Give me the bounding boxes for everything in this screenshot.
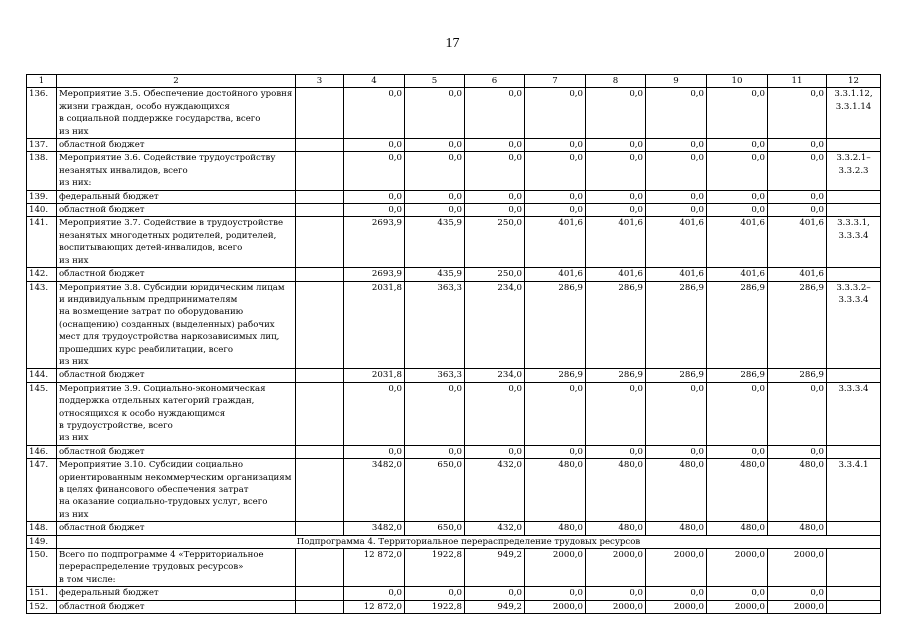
table-row (27, 190, 881, 203)
row-number-cell: 137. (27, 139, 57, 152)
row-number-cell: 148. (27, 522, 57, 535)
value-cell: 0,0 (586, 152, 646, 190)
value-cell: 0,0 (646, 587, 707, 600)
column-3-cell (296, 139, 344, 152)
row-name-cell: Мероприятие 3.5. Обеспечение достойного уровня жизни граждан, особо нуждающихся в социальной поддержке государства, всего из них (57, 88, 296, 139)
value-cell: 0,0 (465, 88, 525, 139)
subprogram-row (27, 535, 881, 548)
table-row (27, 382, 881, 445)
value-cell: 435,9 (405, 268, 465, 281)
header-row (27, 75, 881, 88)
value-cell: 2000,0 (707, 549, 768, 587)
value-cell: 2693,9 (344, 268, 405, 281)
indicator-code-cell (827, 190, 881, 203)
value-cell: 650,0 (405, 459, 465, 522)
value-cell: 0,0 (525, 382, 586, 445)
value-cell: 2031,8 (344, 281, 405, 369)
value-cell: 0,0 (405, 587, 465, 600)
value-cell: 0,0 (525, 587, 586, 600)
value-cell: 2031,8 (344, 369, 405, 382)
value-cell: 0,0 (586, 587, 646, 600)
row-name-cell: областной бюджет (57, 268, 296, 281)
value-cell: 0,0 (768, 587, 827, 600)
column-3-cell (296, 445, 344, 458)
budget-table (26, 74, 881, 614)
value-cell: 286,9 (768, 369, 827, 382)
value-cell: 0,0 (768, 88, 827, 139)
value-cell: 0,0 (646, 445, 707, 458)
value-cell: 949,2 (465, 600, 525, 613)
header-cell: 10 (707, 75, 768, 88)
value-cell: 401,6 (768, 268, 827, 281)
value-cell: 286,9 (525, 369, 586, 382)
value-cell: 432,0 (465, 522, 525, 535)
value-cell: 2000,0 (646, 549, 707, 587)
value-cell: 250,0 (465, 217, 525, 268)
value-cell: 0,0 (646, 139, 707, 152)
value-cell: 0,0 (768, 190, 827, 203)
row-number-cell: 139. (27, 190, 57, 203)
value-cell: 286,9 (646, 281, 707, 369)
indicator-code-cell: 3.3.4.1 (827, 459, 881, 522)
row-name-cell: областной бюджет (57, 522, 296, 535)
value-cell: 12 872,0 (344, 600, 405, 613)
table-row (27, 600, 881, 613)
header-cell: 8 (586, 75, 646, 88)
value-cell: 480,0 (525, 459, 586, 522)
value-cell: 2000,0 (525, 549, 586, 587)
value-cell: 0,0 (646, 204, 707, 217)
value-cell: 432,0 (465, 459, 525, 522)
value-cell: 0,0 (646, 88, 707, 139)
value-cell: 650,0 (405, 522, 465, 535)
value-cell: 12 872,0 (344, 549, 405, 587)
indicator-code-cell (827, 600, 881, 613)
value-cell: 0,0 (344, 190, 405, 203)
value-cell: 0,0 (465, 190, 525, 203)
column-3-cell (296, 152, 344, 190)
value-cell: 2693,9 (344, 217, 405, 268)
row-number-cell: 142. (27, 268, 57, 281)
value-cell: 0,0 (586, 88, 646, 139)
value-cell: 2000,0 (768, 549, 827, 587)
value-cell: 286,9 (707, 369, 768, 382)
indicator-code-cell (827, 139, 881, 152)
row-name-cell: Мероприятие 3.10. Субсидии социально ориентированным некоммерческим организациям в целях финансового обеспечения затрат на оказание социально-трудовых услуг, всего из них (57, 459, 296, 522)
row-name-cell: Мероприятие 3.7. Содействие в трудоустройстве незанятых многодетных родителей, родителей, воспитывающих детей-инвалидов, всего из них (57, 217, 296, 268)
value-cell: 363,3 (405, 281, 465, 369)
value-cell: 0,0 (525, 190, 586, 203)
row-number-cell: 147. (27, 459, 57, 522)
table-row (27, 217, 881, 268)
value-cell: 0,0 (465, 152, 525, 190)
row-name-cell: областной бюджет (57, 369, 296, 382)
row-number-cell: 150. (27, 549, 57, 587)
value-cell: 480,0 (525, 522, 586, 535)
value-cell: 949,2 (465, 549, 525, 587)
value-cell: 0,0 (586, 382, 646, 445)
indicator-code-cell: 3.3.3.1, 3.3.3.4 (827, 217, 881, 268)
value-cell: 480,0 (646, 459, 707, 522)
row-name-cell: областной бюджет (57, 445, 296, 458)
value-cell: 0,0 (586, 445, 646, 458)
subprogram-title-cell: Подпрограмма 4. Территориальное перераспределение трудовых ресурсов (57, 535, 881, 548)
value-cell: 363,3 (405, 369, 465, 382)
value-cell: 480,0 (768, 522, 827, 535)
column-3-cell (296, 522, 344, 535)
value-cell: 480,0 (586, 522, 646, 535)
indicator-code-cell (827, 522, 881, 535)
value-cell: 0,0 (768, 152, 827, 190)
value-cell: 286,9 (525, 281, 586, 369)
value-cell: 0,0 (344, 88, 405, 139)
value-cell: 2000,0 (586, 549, 646, 587)
row-name-cell: Мероприятие 3.8. Субсидии юридическим лицам и индивидуальным предпринимателям на возмещение затрат по оборудованию (оснащению) созданных (выделенных) рабочих мест для трудоустройства наркозависимых лиц, прошедших курс реабилитации, всего из них (57, 281, 296, 369)
table-row (27, 204, 881, 217)
header-cell: 12 (827, 75, 881, 88)
table-row (27, 152, 881, 190)
value-cell: 0,0 (707, 88, 768, 139)
column-3-cell (296, 600, 344, 613)
row-number-cell: 149. (27, 535, 57, 548)
value-cell: 234,0 (465, 369, 525, 382)
value-cell: 401,6 (707, 217, 768, 268)
indicator-code-cell: 3.3.3.4 (827, 382, 881, 445)
row-name-cell: областной бюджет (57, 139, 296, 152)
value-cell: 250,0 (465, 268, 525, 281)
value-cell: 480,0 (586, 459, 646, 522)
row-number-cell: 136. (27, 88, 57, 139)
header-cell: 1 (27, 75, 57, 88)
value-cell: 2000,0 (768, 600, 827, 613)
table-row (27, 445, 881, 458)
header-cell: 3 (296, 75, 344, 88)
value-cell: 3482,0 (344, 522, 405, 535)
value-cell: 401,6 (586, 217, 646, 268)
value-cell: 234,0 (465, 281, 525, 369)
value-cell: 401,6 (646, 268, 707, 281)
value-cell: 2000,0 (707, 600, 768, 613)
row-number-cell: 152. (27, 600, 57, 613)
row-number-cell: 144. (27, 369, 57, 382)
value-cell: 480,0 (646, 522, 707, 535)
value-cell: 0,0 (707, 445, 768, 458)
value-cell: 0,0 (586, 139, 646, 152)
value-cell: 0,0 (586, 190, 646, 203)
table-row (27, 281, 881, 369)
value-cell: 0,0 (646, 382, 707, 445)
row-name-cell: федеральный бюджет (57, 190, 296, 203)
value-cell: 286,9 (646, 369, 707, 382)
table-row (27, 549, 881, 587)
header-cell: 9 (646, 75, 707, 88)
column-3-cell (296, 549, 344, 587)
indicator-code-cell (827, 587, 881, 600)
value-cell: 0,0 (465, 204, 525, 217)
indicator-code-cell: 3.3.3.2– 3.3.3.4 (827, 281, 881, 369)
value-cell: 286,9 (707, 281, 768, 369)
column-3-cell (296, 459, 344, 522)
value-cell: 0,0 (707, 382, 768, 445)
table-row (27, 459, 881, 522)
value-cell: 480,0 (768, 459, 827, 522)
column-3-cell (296, 382, 344, 445)
page-number: 17 (445, 36, 460, 51)
row-name-cell: областной бюджет (57, 204, 296, 217)
column-3-cell (296, 204, 344, 217)
column-3-cell (296, 190, 344, 203)
value-cell: 0,0 (525, 139, 586, 152)
table-row (27, 88, 881, 139)
indicator-code-cell (827, 268, 881, 281)
value-cell: 0,0 (405, 190, 465, 203)
table-row (27, 139, 881, 152)
value-cell: 0,0 (525, 445, 586, 458)
value-cell: 2000,0 (646, 600, 707, 613)
value-cell: 0,0 (465, 587, 525, 600)
header-cell: 6 (465, 75, 525, 88)
value-cell: 0,0 (525, 88, 586, 139)
table-row (27, 268, 881, 281)
column-3-cell (296, 217, 344, 268)
indicator-code-cell: 3.3.2.1– 3.3.2.3 (827, 152, 881, 190)
value-cell: 0,0 (707, 587, 768, 600)
value-cell: 0,0 (405, 139, 465, 152)
value-cell: 1922,8 (405, 600, 465, 613)
value-cell: 401,6 (525, 217, 586, 268)
value-cell: 401,6 (707, 268, 768, 281)
header-cell: 11 (768, 75, 827, 88)
value-cell: 0,0 (344, 382, 405, 445)
value-cell: 401,6 (586, 268, 646, 281)
row-number-cell: 138. (27, 152, 57, 190)
value-cell: 435,9 (405, 217, 465, 268)
value-cell: 1922,8 (405, 549, 465, 587)
value-cell: 0,0 (405, 88, 465, 139)
value-cell: 0,0 (768, 139, 827, 152)
value-cell: 0,0 (707, 139, 768, 152)
value-cell: 0,0 (344, 152, 405, 190)
value-cell: 3482,0 (344, 459, 405, 522)
column-3-cell (296, 88, 344, 139)
indicator-code-cell (827, 369, 881, 382)
table-row (27, 522, 881, 535)
row-number-cell: 143. (27, 281, 57, 369)
row-name-cell: федеральный бюджет (57, 587, 296, 600)
value-cell: 401,6 (768, 217, 827, 268)
value-cell: 0,0 (465, 445, 525, 458)
value-cell: 0,0 (707, 190, 768, 203)
row-number-cell: 146. (27, 445, 57, 458)
value-cell: 0,0 (525, 204, 586, 217)
value-cell: 0,0 (344, 587, 405, 600)
row-number-cell: 151. (27, 587, 57, 600)
value-cell: 480,0 (707, 522, 768, 535)
table-row (27, 369, 881, 382)
value-cell: 480,0 (707, 459, 768, 522)
value-cell: 0,0 (707, 204, 768, 217)
indicator-code-cell (827, 445, 881, 458)
value-cell: 2000,0 (586, 600, 646, 613)
value-cell: 0,0 (768, 445, 827, 458)
row-name-cell: Мероприятие 3.9. Социально-экономическая поддержка отдельных категорий граждан, относящихся к особо нуждающимся в трудоустройстве, всего из них (57, 382, 296, 445)
indicator-code-cell: 3.3.1.12, 3.3.1.14 (827, 88, 881, 139)
value-cell: 0,0 (525, 152, 586, 190)
header-cell: 5 (405, 75, 465, 88)
row-name-cell: областной бюджет (57, 600, 296, 613)
value-cell: 286,9 (586, 281, 646, 369)
row-number-cell: 145. (27, 382, 57, 445)
value-cell: 401,6 (525, 268, 586, 281)
value-cell: 0,0 (586, 204, 646, 217)
row-name-cell: Всего по подпрограмме 4 «Территориальное перераспределение трудовых ресурсов» в том числе: (57, 549, 296, 587)
value-cell: 2000,0 (525, 600, 586, 613)
value-cell: 0,0 (405, 445, 465, 458)
header-cell: 2 (57, 75, 296, 88)
value-cell: 0,0 (646, 190, 707, 203)
value-cell: 0,0 (344, 139, 405, 152)
value-cell: 0,0 (344, 204, 405, 217)
header-cell: 4 (344, 75, 405, 88)
value-cell: 286,9 (768, 281, 827, 369)
row-number-cell: 141. (27, 217, 57, 268)
value-cell: 0,0 (344, 445, 405, 458)
column-3-cell (296, 281, 344, 369)
value-cell: 0,0 (405, 204, 465, 217)
value-cell: 0,0 (405, 152, 465, 190)
value-cell: 0,0 (405, 382, 465, 445)
value-cell: 401,6 (646, 217, 707, 268)
indicator-code-cell (827, 549, 881, 587)
value-cell: 286,9 (586, 369, 646, 382)
header-cell: 7 (525, 75, 586, 88)
table-body (27, 75, 881, 614)
value-cell: 0,0 (768, 382, 827, 445)
value-cell: 0,0 (768, 204, 827, 217)
row-number-cell: 140. (27, 204, 57, 217)
table-row (27, 587, 881, 600)
row-name-cell: Мероприятие 3.6. Содействие трудоустройству незанятых инвалидов, всего из них: (57, 152, 296, 190)
indicator-code-cell (827, 204, 881, 217)
value-cell: 0,0 (465, 382, 525, 445)
column-3-cell (296, 369, 344, 382)
value-cell: 0,0 (707, 152, 768, 190)
column-3-cell (296, 268, 344, 281)
column-3-cell (296, 587, 344, 600)
value-cell: 0,0 (465, 139, 525, 152)
value-cell: 0,0 (646, 152, 707, 190)
